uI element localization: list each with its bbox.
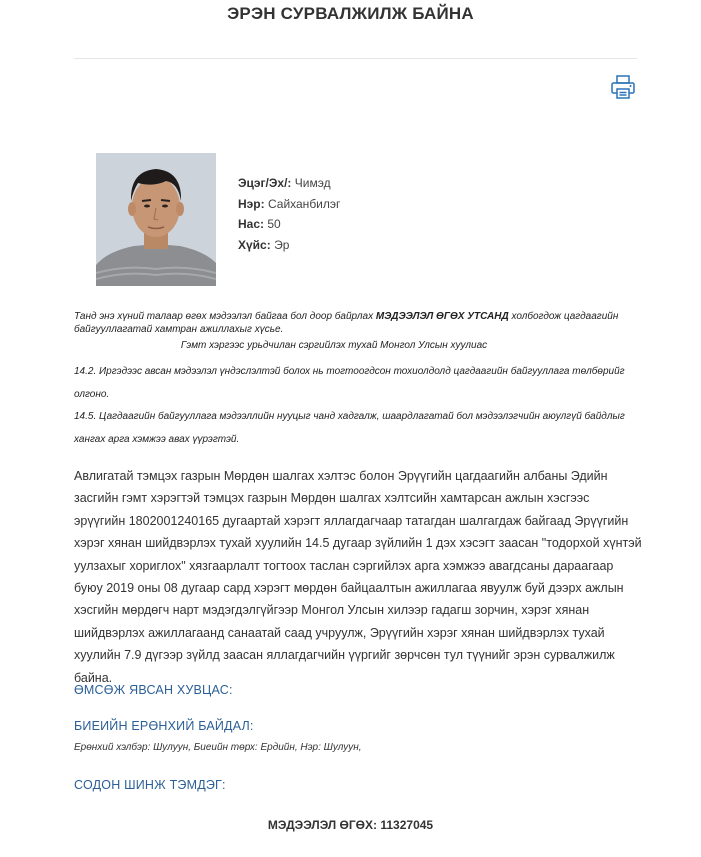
age-row (238, 214, 340, 235)
notice-phone-link: МЭДЭЭЛЭЛ ӨГӨХ УТСАНД (375, 311, 509, 322)
person-info (238, 173, 340, 255)
name-row (238, 194, 340, 215)
distinctive-marks-heading: СОДОН ШИНЖ ТЭМДЭГ: (74, 778, 226, 792)
appearance-heading: БИЕИЙН ЕРӨНХИЙ БАЙДАЛ: (74, 719, 254, 733)
printer-icon (610, 74, 636, 100)
appearance-detail: Ерөнхий хэлбэр: Шулуун, Биеийн төрх: Ердийн, Нэр: Шулуун, (74, 742, 362, 753)
clothing-heading: ӨМСӨЖ ЯВСАН ХУВЦАС: (74, 683, 233, 697)
law-title: Гэмт хэргээс урьдчилан сэргийлэх тухай Монгол Улсын хуулиас (180, 340, 488, 351)
gender-value: Эр (274, 237, 290, 252)
print-button[interactable] (610, 74, 636, 100)
father-value: Чимэд (294, 176, 331, 190)
father-row (238, 173, 340, 194)
law-item: 14.2. Иргэдээс авсан мэдээлэл үндэслэлтэй болох нь тогтоогдсон тохиолдолд цагдаагийн байгууллага төлбөрийг олгоно. (74, 366, 625, 400)
name-value: Сайханбилэг (267, 196, 341, 211)
contact-phone (0, 818, 701, 832)
gender-row (238, 235, 340, 256)
age-label: Нас: (238, 217, 265, 231)
divider (74, 58, 637, 59)
contact-number[interactable]: 11327045 (380, 818, 434, 832)
contact-notice: Танд энэ хүний талаар өгөх мэдээлэл байгаа бол доор байрлах МЭДЭЭЛЭЛ ӨГӨХ УТСАНД холбогдож цагдаагийн байгууллагатай хамтран ажиллахыг хүсье. (74, 311, 619, 335)
gender-label: Хүйс: (238, 237, 271, 252)
father-label: Эцэг/Эх/: (238, 176, 292, 190)
name-label: Нэр: (238, 196, 265, 211)
case-description: Авлигатай тэмцэх газрын Мөрдөн шалгах хэлтэс болон Эрүүгийн цагдаагийн албаны Эдийн засгийн гэмт хэрэгтэй тэмцэх газрын Мөрдөн шалгах хэлтсийн хамтарсан ажлын хэсгээс эрүүгийн 1802001240165 дугаартай хэрэгт яллагдагчаар татагдан шалгагдаж байгаад Эрүүгийн хэрэг хянан шийдвэрлэх тухай хуулийн 14.5 дугаар зүйлийн 1 дэх хэсэгт заасан "тодорхой хүнтэй уулзахыг хориглох" хязгаарлалт тогтоох таслан сэргийлэх арга хэмжээ авагдсаны дараагаар буюу 2019 оны 08 дугаар сард хэрэгт мөрдөн байцаалтын ажиллагаа явуулж буй дээрх ажлын хэсгийн мөрдөгч нарт мэдэгдэлгүйгээр Монгол Улсын хилээр гадагш зорчин, хэрэг хянан шийдвэрлэх ажиллагаанд санаатай саад учруулж, Эрүүгийн хэрэг хянан шийдвэрлэх тухай хуулийн 7.9 дүгээр зүйлд заасан яллагдагчийн үүргийг зөрчсөн тул түүнийг эрэн сурвалжилж байна. (74, 469, 642, 685)
age-value: 50 (267, 217, 281, 231)
law-item: 14.5. Цагдаагийн байгууллага мэдээллийн нууцыг чанд хадгалж, шаардлагатай бол мэдээлэгчийн аюулгүй байдлыг хангах арга хэмжээ авах үүрэгтэй. (74, 411, 625, 445)
contact-label: МЭДЭЭЛЭЛ ӨГӨХ: (267, 818, 378, 832)
page-title: ЭРЭН СУРВАЛЖИЛЖ БАЙНА (227, 4, 474, 23)
suspect-photo (96, 153, 216, 286)
